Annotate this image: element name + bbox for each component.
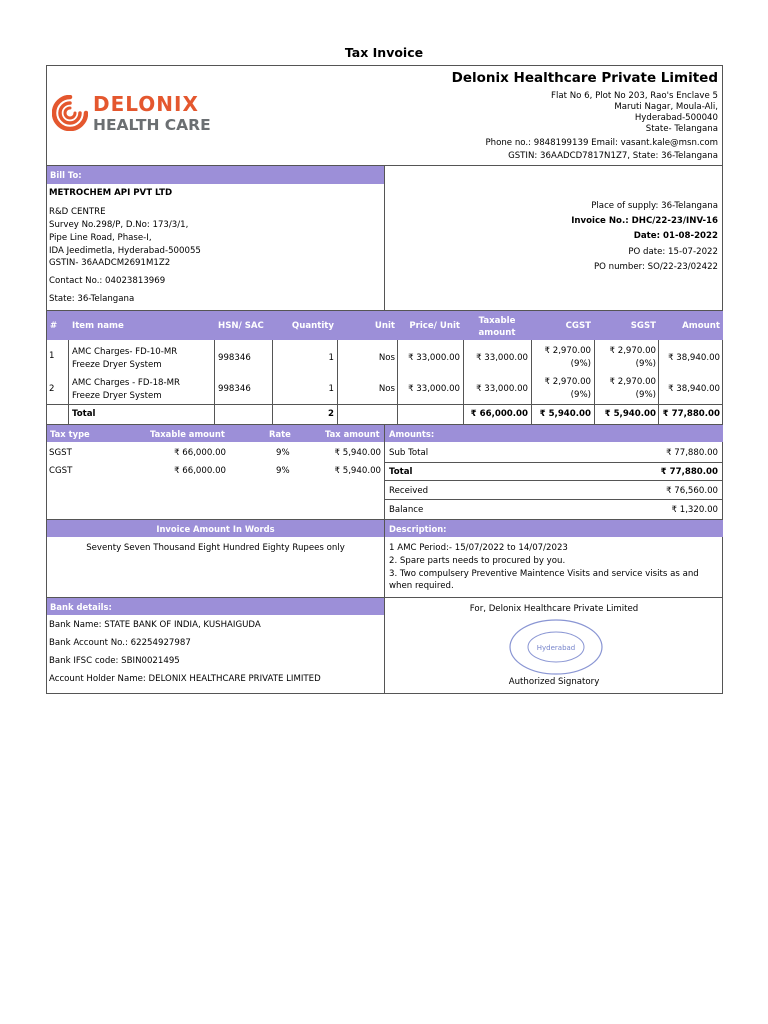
amount-label: Total	[389, 467, 413, 477]
description-line: 3. Two compulsery Preventive Maintence Visits and service visits as and	[389, 569, 699, 579]
row-number: 2	[49, 384, 55, 394]
total-label: Total	[72, 409, 96, 419]
description-header-band	[385, 520, 723, 537]
company-address-line: State- Telangana	[645, 124, 718, 134]
company-address-line: Flat No 6, Plot No 203, Rao's Enclave 5	[551, 91, 718, 101]
amount-label: Received	[389, 486, 429, 496]
tax-amount: ₹ 5,940.00	[334, 466, 381, 476]
divider	[384, 425, 385, 519]
divider	[594, 340, 595, 424]
logo-text-delonix: DELONIX	[93, 92, 199, 116]
col-header-quantity: Quantity	[291, 321, 334, 331]
divider	[337, 340, 338, 424]
item-hsn: 998346	[218, 353, 251, 363]
tax-amount: ₹ 5,940.00	[334, 448, 381, 458]
divider	[385, 462, 723, 463]
description-line: when required.	[389, 581, 454, 591]
bill-to-band	[47, 166, 384, 184]
divider	[385, 499, 723, 500]
col-header-taxable: Taxable amount	[478, 316, 516, 338]
item-cgst: ₹ 2,970.00	[544, 346, 591, 356]
company-stamp-icon	[508, 618, 604, 676]
company-gstin: GSTIN: 36AADCD7817N1Z7, State: 36-Telangana	[508, 151, 718, 161]
bill-to-line: Pipe Line Road, Phase-I,	[49, 233, 152, 243]
col-header-amount: Amount	[682, 321, 720, 331]
item-amount: ₹ 38,940.00	[668, 353, 720, 363]
row-number: 1	[49, 351, 55, 361]
description-line: 2. Spare parts needs to procured by you.	[389, 556, 566, 566]
item-unit: Nos	[378, 353, 395, 363]
amount-value: ₹ 76,560.00	[666, 486, 718, 496]
item-sgst: ₹ 2,970.00	[609, 346, 656, 356]
words-heading: Invoice Amount In Words	[156, 524, 275, 534]
item-unit: Nos	[378, 384, 395, 394]
bill-to-state: State: 36-Telangana	[49, 294, 135, 304]
description-heading: Description:	[389, 524, 447, 534]
tax-taxable: ₹ 66,000.00	[174, 466, 226, 476]
tax-type: SGST	[49, 448, 72, 458]
words-header-band	[47, 520, 384, 537]
invoice-date: Date: 01-08-2022	[633, 231, 718, 241]
place-of-supply: Place of supply: 36-Telangana	[591, 201, 718, 211]
col-header-number: #	[50, 321, 58, 331]
bank-header-band	[47, 598, 384, 615]
item-price: ₹ 33,000.00	[408, 353, 460, 363]
bill-to-name: METROCHEM API PVT LTD	[49, 188, 173, 198]
item-name: AMC Charges- FD-10-MR	[72, 347, 178, 357]
company-name: Delonix Healthcare Private Limited	[451, 70, 718, 86]
amount-in-words: Seventy Seven Thousand Eight Hundred Eighty Rupees only	[86, 543, 345, 553]
item-cgst-rate: (9%)	[570, 359, 591, 369]
item-cgst: ₹ 2,970.00	[544, 377, 591, 387]
amounts-heading: Amounts:	[389, 429, 435, 439]
divider	[46, 404, 723, 405]
tax-rate: 9%	[276, 448, 290, 458]
col-header-hsn: HSN/ SAC	[218, 321, 264, 331]
divider	[384, 519, 385, 598]
bank-heading: Bank details:	[50, 602, 112, 612]
item-quantity: 1	[328, 384, 334, 394]
item-taxable: ₹ 33,000.00	[476, 353, 528, 363]
item-name-line2: Freeze Dryer System	[72, 360, 162, 370]
item-sgst: ₹ 2,970.00	[609, 377, 656, 387]
bill-to-line: IDA Jeedimetla, Hyderabad-500055	[49, 246, 201, 256]
bill-to-contact: Contact No.: 04023813969	[49, 276, 166, 286]
bank-ifsc: Bank IFSC code: SBIN0021495	[49, 656, 180, 666]
amount-label: Sub Total	[389, 448, 429, 458]
item-price: ₹ 33,000.00	[408, 384, 460, 394]
bill-to-line: Survey No.298/P, D.No: 173/3/1,	[49, 220, 189, 230]
divider	[531, 340, 532, 424]
col-header-rate: Rate	[269, 429, 291, 439]
amount-value: ₹ 1,320.00	[671, 505, 718, 515]
authorized-signatory-label: Authorized Signatory	[508, 677, 600, 687]
delonix-logo-icon	[52, 95, 88, 131]
item-sgst-rate: (9%)	[635, 390, 656, 400]
item-hsn: 998346	[218, 384, 251, 394]
item-cgst-rate: (9%)	[570, 390, 591, 400]
po-date: PO date: 15-07-2022	[628, 247, 718, 257]
document-title: Tax Invoice	[344, 45, 424, 60]
col-header-sgst: SGST	[630, 321, 656, 331]
company-address-line: Maruti Nagar, Moula-Ali,	[614, 102, 718, 112]
col-header-tax-type: Tax type	[50, 429, 90, 439]
company-contact: Phone no.: 9848199139 Email: vasant.kale@msn.com	[485, 138, 718, 148]
col-header-price: Price/ Unit	[409, 321, 460, 331]
col-header-tax-amount: Tax amount	[325, 429, 380, 439]
divider	[214, 340, 215, 424]
divider	[68, 340, 69, 424]
total-sgst: ₹ 5,940.00	[604, 409, 656, 419]
total-cgst: ₹ 5,940.00	[539, 409, 591, 419]
col-header-tax-taxable: Taxable amount	[150, 429, 225, 439]
amounts-header-band	[385, 425, 723, 442]
bank-name: Bank Name: STATE BANK OF INDIA, KUSHAIGUDA	[49, 620, 261, 630]
tax-type: CGST	[49, 466, 73, 476]
amount-value: ₹ 77,880.00	[660, 467, 718, 477]
bill-to-line: R&D CENTRE	[49, 207, 106, 217]
item-name: AMC Charges - FD-18-MR	[72, 378, 180, 388]
item-name-line2: Freeze Dryer System	[72, 391, 162, 401]
total-taxable: ₹ 66,000.00	[470, 409, 528, 419]
signatory-for-line: For, Delonix Healthcare Private Limited	[469, 604, 639, 614]
amount-label: Balance	[389, 505, 424, 515]
tax-taxable: ₹ 66,000.00	[174, 448, 226, 458]
stamp-city: Hyderabad	[536, 644, 576, 652]
bill-to-gstin: GSTIN- 36AADCM2691M1Z2	[49, 258, 171, 268]
col-header-item-name: Item name	[72, 321, 124, 331]
divider	[384, 165, 385, 310]
item-taxable: ₹ 33,000.00	[476, 384, 528, 394]
bill-to-heading: Bill To:	[50, 170, 82, 180]
invoice-number: Invoice No.: DHC/22-23/INV-16	[571, 216, 718, 226]
divider	[658, 340, 659, 424]
amount-value: ₹ 77,880.00	[666, 448, 718, 458]
tax-header-band	[47, 425, 384, 442]
col-header-cgst: CGST	[565, 321, 591, 331]
tax-rate: 9%	[276, 466, 290, 476]
logo-text-health-care: HEALTH CARE	[93, 116, 211, 134]
divider	[397, 340, 398, 424]
divider	[385, 480, 723, 481]
item-quantity: 1	[328, 353, 334, 363]
item-amount: ₹ 38,940.00	[668, 384, 720, 394]
description-line: 1 AMC Period:- 15/07/2022 to 14/07/2023	[389, 543, 568, 553]
company-address-line: Hyderabad-500040	[634, 113, 718, 123]
po-number: PO number: SO/22-23/02422	[593, 262, 718, 272]
bank-account: Bank Account No.: 62254927987	[49, 638, 191, 648]
total-amount: ₹ 77,880.00	[662, 409, 720, 419]
col-header-unit: Unit	[374, 321, 395, 331]
total-quantity: 2	[328, 409, 334, 419]
item-sgst-rate: (9%)	[635, 359, 656, 369]
bank-holder: Account Holder Name: DELONIX HEALTHCARE PRIVATE LIMITED	[49, 674, 321, 684]
